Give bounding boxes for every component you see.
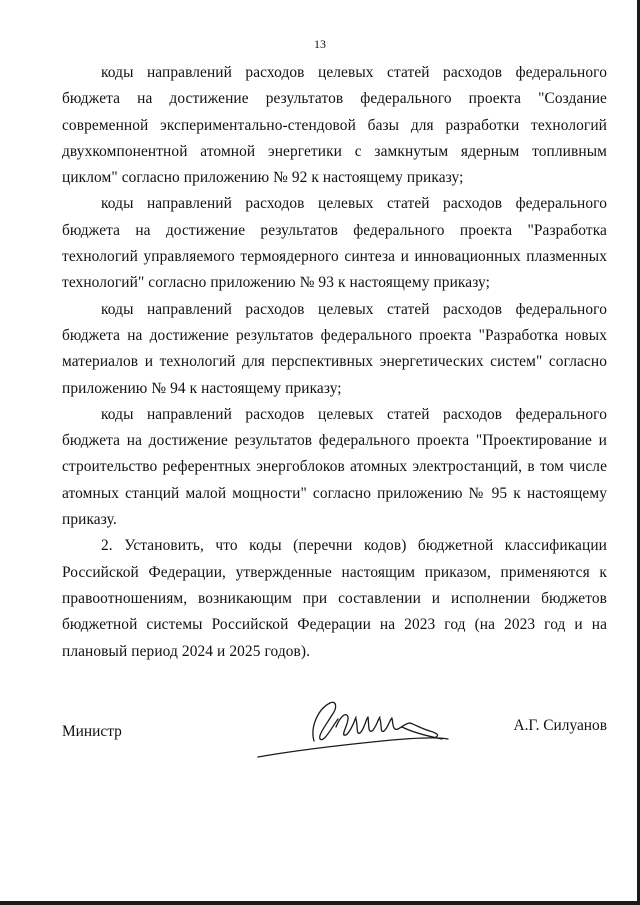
- paragraph-appendix-95: коды направлений расходов целевых статей расходов федерального бюджета на достижение результатов федерального проекта "Проектирование и строительство референтных энергоблоков атомных электростанций, в том числе атомных станций малой мощности" согласно приложению № 95 к настоящему приказу.: [62, 405, 607, 529]
- signatory-position: Министр: [62, 723, 122, 740]
- signatory-name: А.Г. Силуанов: [513, 717, 607, 734]
- paragraph-appendix-92: коды направлений расходов целевых статей расходов федерального бюджета на достижение результатов федерального проекта "Создание современной экспериментально-стендовой базы для разработки технологий двухкомпонентной атомной энергетики с замкнутым ядерным топливным циклом" согласно приложению № 92 к настоящему приказу;: [62, 64, 607, 187]
- paragraph-appendix-93: коды направлений расходов целевых статей расходов федерального бюджета на достижение результатов федерального проекта "Разработка технологий управляемого термоядерного синтеза и инновационных плазменных технологий" согласно приложению № 93 к настоящему приказу;: [62, 195, 607, 292]
- signature-block: [62, 717, 607, 757]
- handwritten-signature: [252, 697, 452, 759]
- page-number: 13: [314, 37, 326, 51]
- paragraph-clause-2: 2. Установить, что коды (перечни кодов) бюджетной классификации Российской Федерации, утвержденные настоящим приказом, применяются к правоотношениям, возникающим при составлении и исполнении бюджетов бюджетной системы Российской Федерации на 2023 год (на 2023 год и на плановый период 2024 и 2025 годов).: [62, 537, 607, 660]
- document-body: [62, 60, 607, 665]
- paragraph-appendix-94: коды направлений расходов целевых статей расходов федерального бюджета на достижение результатов федерального проекта "Разработка новых материалов и технологий для перспективных энергетических систем" согласно приложению № 94 к настоящему приказу;: [62, 300, 607, 397]
- scan-edge-bottom: [0, 901, 640, 905]
